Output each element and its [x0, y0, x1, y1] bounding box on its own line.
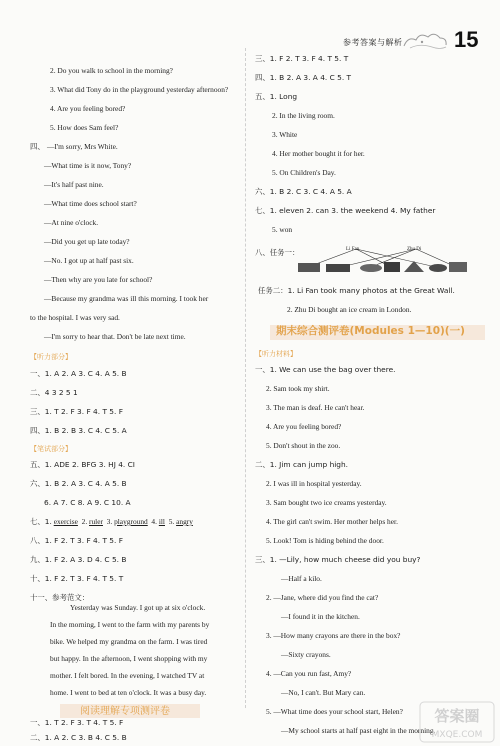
task1-label: 八、任务一：: [255, 248, 300, 257]
material-line: 一、1. We can use the bag over there.: [255, 365, 396, 374]
matching-illustration: [296, 243, 471, 273]
essay-line: In the morning, I went to the farm with my parents by: [50, 620, 210, 629]
essay-line: but happy. In the afternoon, I went shopping with my: [50, 654, 208, 663]
answer-line: 3. White: [272, 130, 298, 139]
material-line: 2. —Jane, where did you find the cat?: [266, 593, 379, 602]
answer-line: 五、1. Long: [255, 92, 298, 101]
material-line: 3. The man is deaf. He can't hear.: [266, 403, 365, 412]
answer-line: 十、1. F 2. T 3. F 4. T 5. T: [30, 574, 124, 583]
filled-word: angry: [176, 517, 193, 526]
text-line: 4. Are you feeling bored?: [50, 104, 126, 113]
dialog-line: —I'm sorry, Mrs White.: [47, 142, 118, 151]
task2-line: 任务二：1. Li Fan took many photos at the Great Wall.: [258, 286, 455, 295]
written-tag: 【笔试部分】: [30, 445, 72, 453]
dialog-line: —It's half past nine.: [44, 180, 104, 189]
text-line: 3. What did Tony do in the playground yesterday afternoon?: [50, 85, 229, 94]
answer-line: 一、1. T 2. F 3. T 4. T 5. F: [30, 718, 124, 727]
watermark-logo: [418, 700, 496, 744]
material-line: —Sixty crayons.: [281, 650, 331, 659]
essay-line: Yesterday was Sunday. I got up at six o'clock.: [70, 603, 206, 612]
answer-line: 6. A 7. C 8. A 9. C 10. A: [44, 498, 131, 507]
answer-line: 4. Her mother bought it for her.: [272, 149, 365, 158]
answer-line: 二、4 3 2 5 1: [30, 388, 78, 397]
text-line: 5. How does Sam feel?: [50, 123, 119, 132]
material-line: —I found it in the kitchen.: [281, 612, 360, 621]
answer-line: 八、1. F 2. T 3. F 4. T 5. F: [30, 536, 123, 545]
filled-word: playground: [114, 517, 148, 526]
material-line: 5. —What time does your school start, Helen?: [266, 707, 403, 716]
dialog-line: —Did you get up late today?: [44, 237, 130, 246]
map-name: Zhu Di: [407, 247, 422, 252]
answer-line: 七、1. eleven 2. can 3. the weekend 4. My father: [255, 206, 436, 215]
watermark-line2: MXQE.COM: [431, 730, 483, 740]
material-line: —Half a kilo.: [281, 574, 322, 583]
page-header: [0, 0, 500, 58]
dialog-line: —No. I got up at half past six.: [44, 256, 134, 265]
dialog-line: —At nine o'clock.: [44, 218, 99, 227]
material-line: 5. Look! Tom is hiding behind the door.: [266, 536, 384, 545]
dialog-line: to the hospital. I was very sad.: [30, 313, 120, 322]
essay-line: mother. I felt bored. In the evening, I watched TV at: [50, 671, 205, 680]
dialog-line: —Because my grandma was ill this morning. I took her: [44, 294, 209, 303]
header-label: 参考答案与解析: [343, 38, 403, 47]
answer-line: 三、1. F 2. T 3. F 4. T 5. T: [255, 54, 349, 63]
filled-word: ill: [158, 517, 165, 526]
dialog-line: —I'm sorry to hear that. Don't be late next time.: [44, 332, 186, 341]
material-line: —No, I can't. But Mary can.: [281, 688, 366, 697]
cloud-decoration-icon: [400, 28, 450, 52]
material-line: 3. —How many crayons are there in the box?: [266, 631, 401, 640]
essay-line: bike. We helped my grandma on the farm. I was tired: [50, 637, 208, 646]
column-divider: [245, 48, 246, 708]
material-line: 2. Sam took my shirt.: [266, 384, 330, 393]
dialog-line: —What time does school start?: [44, 199, 137, 208]
material-line: 5. Don't shout in the zoo.: [266, 441, 341, 450]
filled-word: ruler: [89, 517, 103, 526]
answer-line: 六、1. B 2. C 3. C 4. A 5. A: [255, 187, 352, 196]
material-line: 4. —Can you run fast, Amy?: [266, 669, 352, 678]
essay-line: home. I went to bed at ten o'clock. It was a busy day.: [50, 688, 207, 697]
material-tag: 【听力材料】: [255, 350, 297, 358]
answer-line: 一、1. A 2. A 3. C 4. A 5. B: [30, 369, 127, 378]
material-line: 4. Are you feeling bored?: [266, 422, 342, 431]
section-label: 十一、参考范文：: [30, 593, 90, 602]
material-line: 二、1. Jim can jump high.: [255, 460, 349, 469]
filled-word: exercise: [53, 517, 78, 526]
material-line: 4. The girl can't swim. Her mother helps her.: [266, 517, 398, 526]
map-name: Li Fan: [346, 247, 360, 252]
answer-line: 五、1. ADE 2. BFG 3. HJ 4. CI: [30, 460, 135, 469]
material-line: 三、1. —Lily, how much cheese did you buy?: [255, 555, 421, 564]
exam-title: 期末综合测评卷(Modules 1—10)(一): [276, 325, 465, 337]
answer-line: 2. In the living room.: [272, 111, 335, 120]
answer-line: 5. won: [272, 225, 293, 234]
answer-line-sec7: 七、1. exercise 2. ruler 3. playground 4. ill 5. angry: [30, 517, 193, 526]
listening-tag: 【听力部分】: [30, 353, 72, 361]
text-line: 2. Do you walk to school in the morning?: [50, 66, 173, 75]
answer-line: 四、1. B 2. A 3. A 4. C 5. T: [255, 73, 352, 82]
answer-line: 四、1. B 2. B 3. C 4. C 5. A: [30, 426, 127, 435]
watermark-line1: 答案圈: [434, 707, 480, 725]
section-label: 四、: [30, 142, 45, 151]
dialog-line: —What time is it now, Tony?: [44, 161, 132, 170]
task2-line: 2. Zhu Di bought an ice cream in London.: [287, 305, 412, 314]
material-line: 3. Sam bought two ice creams yesterday.: [266, 498, 387, 507]
answer-line: 三、1. T 2. F 3. F 4. T 5. F: [30, 407, 123, 416]
answer-line: 九、1. F 2. A 3. D 4. C 5. B: [30, 555, 127, 564]
section-label: 七、1.: [30, 517, 52, 526]
answer-line: 5. On Children's Day.: [272, 168, 336, 177]
material-line: 2. I was ill in hospital yesterday.: [266, 479, 362, 488]
reading-title: 阅读理解专项测评卷: [80, 706, 170, 717]
answer-line: 二、1. A 2. C 3. B 4. C 5. B: [30, 733, 127, 742]
answer-line: 六、1. B 2. A 3. C 4. A 5. B: [30, 479, 127, 488]
page-number: 15: [454, 27, 479, 52]
dialog-line: —Then why are you late for school?: [44, 275, 153, 284]
material-line: —My school starts at half past eight in the morning.: [281, 726, 436, 735]
